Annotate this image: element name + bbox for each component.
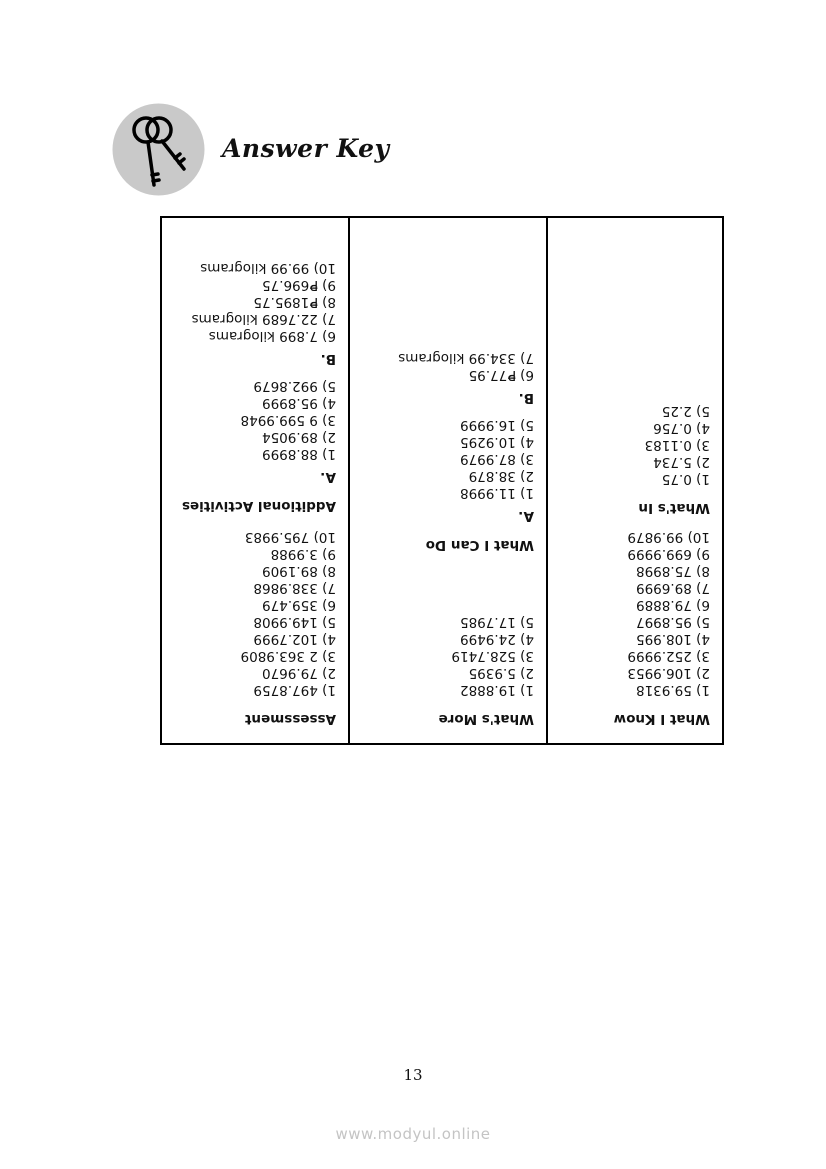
- answer-list-additional-a: [172, 377, 336, 462]
- answer-item: 9) 699.9999: [627, 546, 710, 562]
- answer-item: 2) 79.9670: [262, 665, 336, 681]
- answer-item: 9) 3.9988: [270, 546, 336, 562]
- answer-item: 4) 10.9295: [460, 434, 534, 450]
- answer-item: 5) 992.8679: [253, 378, 336, 394]
- answer-item: 10) 99.99 kilograms: [200, 260, 336, 276]
- answer-item: 7) 334.99 kilograms: [398, 350, 534, 366]
- answer-item: 5) 17.7985: [460, 614, 534, 630]
- answer-column-1: [548, 218, 722, 743]
- answer-item: 1) 11.9998: [460, 485, 534, 501]
- answer-item: 3) 0.1183: [644, 437, 710, 453]
- answer-item: 2) 5.9395: [468, 665, 534, 681]
- answer-item: 1) 88.8999: [262, 446, 336, 462]
- answer-list-whats-in: [558, 402, 710, 487]
- answer-item: 1) 19.8882: [460, 682, 534, 698]
- answer-item: 4) 0.756: [653, 420, 710, 436]
- answer-item: 1) 497.8759: [253, 682, 336, 698]
- answer-item: 8) ₱1895.75: [253, 294, 336, 310]
- answer-item: 3) 528.7419: [451, 648, 534, 664]
- answer-item: 6) 359.479: [262, 597, 336, 613]
- answer-item: 3) 252.9999: [627, 648, 710, 664]
- section-heading-whats-in: What's In: [638, 500, 710, 516]
- answer-item: 2) 106.9953: [627, 665, 710, 681]
- section-heading-what-i-can-do: What I Can Do: [425, 537, 534, 553]
- section-heading-what-i-know: What I Know: [613, 711, 710, 727]
- answer-item: 1) 59.9318: [636, 682, 710, 698]
- answer-item: 7) 338.9868: [253, 580, 336, 596]
- answer-item: 4) 108.995: [636, 631, 710, 647]
- answer-item: 8) 75.8998: [636, 563, 710, 579]
- watermark: www.modyul.online: [335, 1125, 491, 1143]
- section-heading-whats-more: What's More: [438, 711, 534, 727]
- answer-item: 5) 16.9999: [460, 417, 534, 433]
- answer-list-what-i-can-do-a: [360, 416, 534, 501]
- answer-list-what-i-can-do-b: [360, 349, 534, 383]
- answer-item: 4) 102.7999: [253, 631, 336, 647]
- answer-list-additional-b: [172, 259, 336, 344]
- answer-list-what-i-know: [558, 528, 710, 698]
- subsection-b: B.: [518, 390, 534, 406]
- answer-item: 7) 22.7689 kilograms: [191, 311, 336, 327]
- answer-item: 3) 9 599.9948: [240, 412, 336, 428]
- answer-column-3: [162, 218, 348, 743]
- page-number: 13: [403, 1066, 423, 1084]
- answer-item: 1) 0.75: [661, 471, 710, 487]
- answer-item: 4) 24.9499: [460, 631, 534, 647]
- keys-icon: [112, 103, 205, 196]
- subsection-b: B.: [320, 351, 336, 367]
- answer-item: 2) 89.9054: [262, 429, 336, 445]
- answer-item: 10) 795.9983: [244, 529, 336, 545]
- answer-item: 5) 2.25: [661, 403, 710, 419]
- answer-item: 2) 5.734: [653, 454, 710, 470]
- answer-item: 5) 149.9908: [253, 614, 336, 630]
- answer-item: 10) 99.9879: [627, 529, 710, 545]
- answer-column-2: [350, 218, 546, 743]
- answer-item: 8) 89.1909: [262, 563, 336, 579]
- answer-item: 3) 2 363.9809: [240, 648, 336, 664]
- answer-item: 6) 7.899 kilograms: [208, 328, 336, 344]
- answer-item: 7) 89.6999: [636, 580, 710, 596]
- answer-item: 3) 87.9979: [460, 451, 534, 467]
- subsection-a: A.: [518, 508, 534, 524]
- page-title: Answer Key: [222, 134, 390, 163]
- subsection-a: A.: [320, 469, 336, 485]
- section-heading-assessment: Assessment: [244, 711, 336, 727]
- answer-list-assessment: [172, 528, 336, 698]
- answer-item: 6) 79.8889: [636, 597, 710, 613]
- answer-list-whats-more: [360, 613, 534, 698]
- answer-item: 9) ₱696.75: [262, 277, 336, 293]
- section-heading-additional-activities: Additional Activities: [181, 498, 336, 514]
- answer-key-table: [160, 216, 724, 745]
- answer-item: 5) 95.8997: [636, 614, 710, 630]
- answer-item: 4) 95.8999: [262, 395, 336, 411]
- answer-item: 2) 38.879: [468, 468, 534, 484]
- answer-item: 6) ₱77.95: [468, 367, 534, 383]
